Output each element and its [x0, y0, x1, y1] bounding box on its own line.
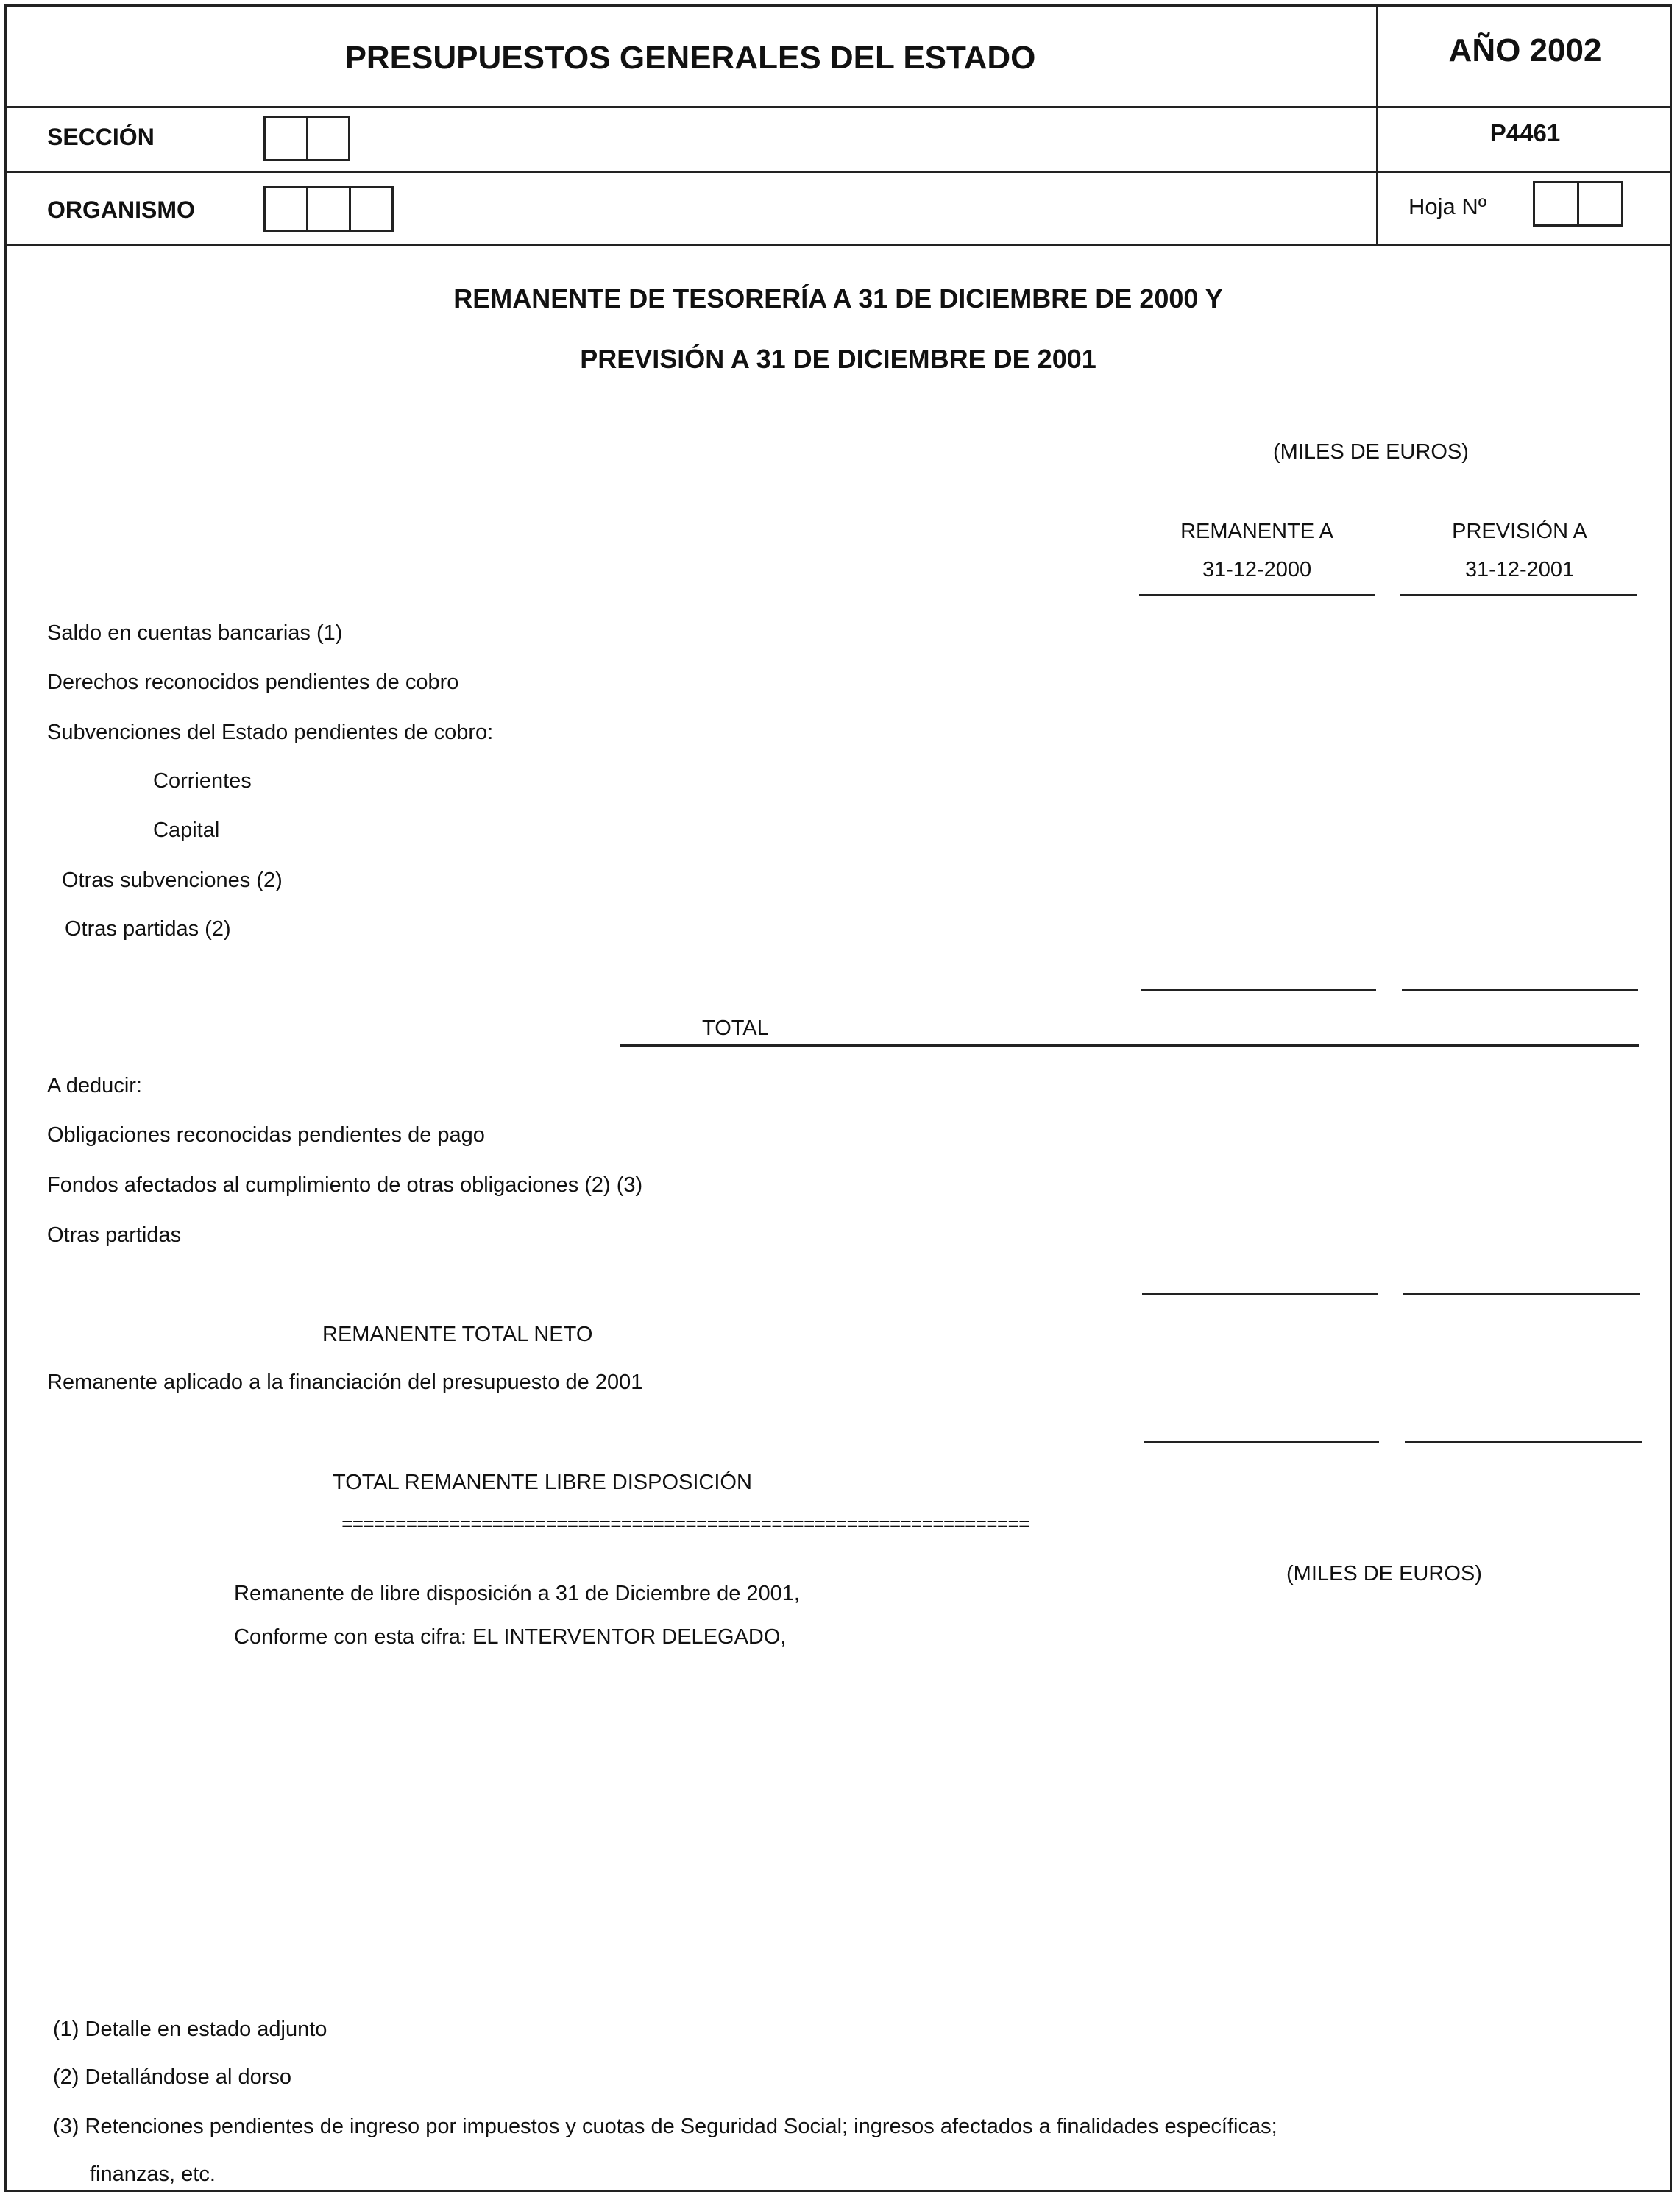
hoja-label: Hoja Nº: [1408, 194, 1487, 219]
document-title-line1: REMANENTE DE TESORERÍA A 31 DE DICIEMBRE DE 2000 Y: [453, 283, 1223, 314]
form-frame: [4, 4, 1672, 2192]
column-header-prevision-line2: 31-12-2001: [1464, 558, 1575, 581]
certification-line2: Conforme con esta cifra: EL INTERVENTOR DELEGADO,: [234, 1625, 787, 1649]
row-remanente-aplicado: Remanente aplicado a la financiación del presupuesto de 2001: [47, 1371, 643, 1394]
row-a-deducir: A deducir:: [47, 1074, 142, 1097]
seccion-digit-2[interactable]: [308, 118, 349, 159]
document-title-line2: PREVISIÓN A 31 DE DICIEMBRE DE 2001: [580, 344, 1096, 374]
subtotal-rule-prevision-2: [1403, 1293, 1640, 1295]
row-capital: Capital: [153, 818, 220, 842]
certification-units: (MILES DE EUROS): [1286, 1562, 1482, 1585]
column-header-remanente-line2: 31-12-2000: [1202, 558, 1312, 581]
units-label: (MILES DE EUROS): [1273, 440, 1469, 464]
row-obligaciones: Obligaciones reconocidas pendientes de pago: [47, 1123, 485, 1147]
row-fondos: Fondos afectados al cumplimiento de otras obligaciones (2) (3): [47, 1173, 643, 1197]
subtotal-rule-remanente-3: [1144, 1441, 1379, 1443]
row-derechos: Derechos reconocidos pendientes de cobro: [47, 671, 459, 694]
row-subvenciones: Subvenciones del Estado pendientes de cobro:: [47, 721, 494, 744]
header-rule-1: [4, 106, 1672, 108]
certification-line1: Remanente de libre disposición a 31 de Diciembre de 2001,: [234, 1582, 800, 1605]
hoja-digit-2[interactable]: [1579, 183, 1621, 224]
row-total-libre: TOTAL REMANENTE LIBRE DISPOSICIÓN: [333, 1471, 752, 1494]
hoja-digit-1[interactable]: [1535, 183, 1579, 224]
subtotal-rule-prevision-3: [1405, 1441, 1642, 1443]
form-title: PRESUPUESTOS GENERALES DEL ESTADO: [344, 40, 1036, 76]
total-rule: [620, 1044, 1639, 1047]
row-otras-partidas-1: Otras partidas (2): [65, 917, 231, 941]
row-corrientes: Corrientes: [153, 769, 252, 793]
row-remanente-neto: REMANENTE TOTAL NETO: [322, 1323, 593, 1346]
hoja-number-field[interactable]: [1533, 181, 1623, 227]
row-otras-partidas-2: Otras partidas: [47, 1223, 182, 1247]
column-header-prevision: [1402, 512, 1637, 589]
seccion-label: SECCIÓN: [47, 124, 155, 150]
organismo-digit-1[interactable]: [266, 188, 308, 230]
header-rule-3: [4, 244, 1672, 246]
seccion-code-field[interactable]: [263, 116, 350, 161]
row-otras-subvenciones: Otras subvenciones (2): [62, 869, 283, 892]
subtotal-rule-remanente-2: [1142, 1293, 1378, 1295]
year-label: AÑO 2002: [1448, 32, 1602, 68]
column-header-remanente: [1139, 512, 1375, 589]
organismo-label: ORGANISMO: [47, 197, 195, 223]
column-rule-prevision: [1400, 594, 1637, 596]
organismo-digit-3[interactable]: [351, 188, 391, 230]
footnote-1: (1) Detalle en estado adjunto: [53, 2018, 327, 2041]
form-code: P4461: [1489, 119, 1561, 146]
column-rule-remanente: [1139, 594, 1375, 596]
subtotal-rule-prevision-1: [1402, 989, 1638, 991]
organismo-digit-2[interactable]: [308, 188, 351, 230]
row-saldo: Saldo en cuentas bancarias (1): [47, 621, 343, 645]
subtotal-rule-remanente-1: [1141, 989, 1376, 991]
header-rule-2: [4, 171, 1672, 173]
double-rule: ================================================================: [341, 1514, 1029, 1536]
footnote-3-continued: finanzas, etc.: [90, 2163, 216, 2186]
footnote-3: (3) Retenciones pendientes de ingreso por impuestos y cuotas de Seguridad Social; ingresos afectados a finalidades específicas;: [53, 2115, 1277, 2138]
organismo-code-field[interactable]: [263, 186, 394, 232]
column-header-prevision-line1: PREVISIÓN A: [1452, 520, 1587, 543]
footnote-2: (2) Detallándose al dorso: [53, 2065, 292, 2089]
seccion-digit-1[interactable]: [266, 118, 308, 159]
row-total: TOTAL: [702, 1016, 769, 1040]
column-header-remanente-line1: REMANENTE A: [1180, 520, 1333, 543]
